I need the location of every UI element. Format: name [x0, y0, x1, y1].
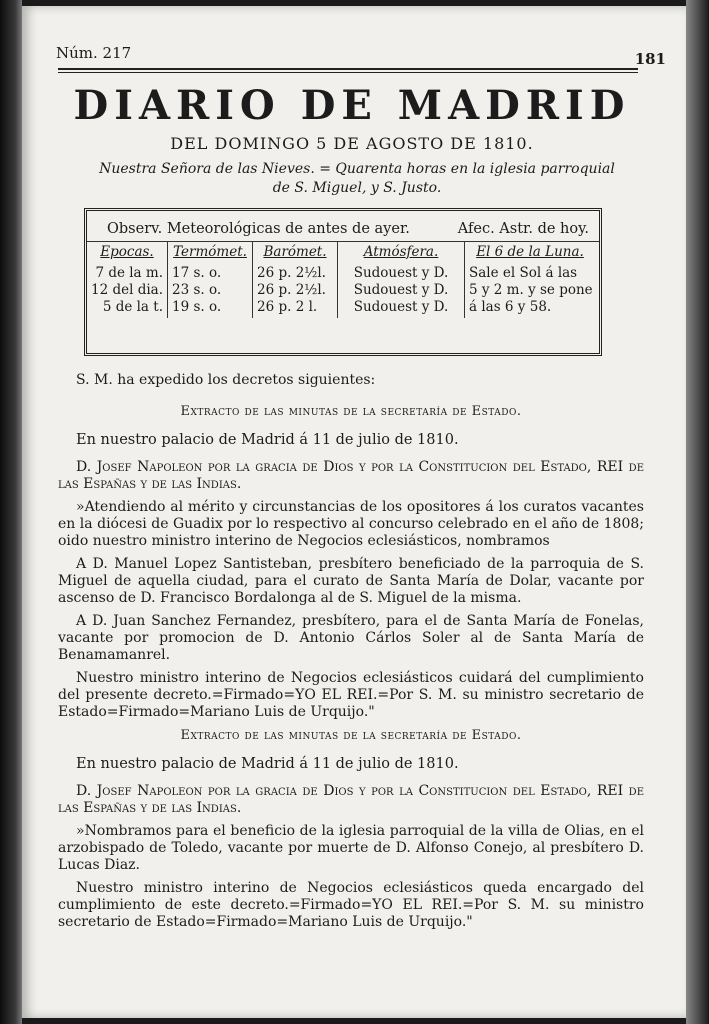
met-title-left: Observ. Meteorológicas de antes de ayer.: [107, 221, 410, 237]
section-heading: Extracto de las minutas de la secretaría de Estado.: [180, 728, 522, 743]
table-cell: 17 s. o.: [172, 265, 222, 281]
paragraph: Nuestro ministro interino de Negocios eclesiásticos cuidará del cumplimiento del presente decreto.=Firmado=YO EL REI.=Por S. M. su ministro secretario de Estado=Firmado=Mariano Luis de Urquijo.": [58, 670, 644, 720]
met-title-right: Afec. Astr. de hoy.: [457, 221, 589, 237]
section-heading: Extracto de las minutas de la secretaría de Estado.: [180, 404, 522, 419]
col-termometro: [168, 242, 253, 318]
paragraph: A D. Juan Sanchez Fernandez, presbítero, para el de Santa María de Fonelas, vacante por promocion de D. Antonio Cárlos Soler al de Santa María de Benamamanrel.: [58, 613, 644, 663]
table-cell: Sale el Sol á las: [469, 265, 578, 281]
table-cell: 7 de la m.: [95, 265, 163, 281]
meteorological-table: [84, 208, 602, 356]
saints-line-1: Nuestra Señora de las Nieves. = Quarenta horas en la iglesia parroquial: [99, 161, 615, 177]
decree-header: D. Josef Napoleon por la gracia de Dios y por la Constitucion del Estado, REI de las Españas y de las Indias.: [58, 459, 644, 492]
header-rule: [58, 68, 638, 73]
col-header: El 6 de la Luna.: [476, 244, 584, 260]
col-header: Epocas.: [100, 244, 154, 260]
paragraph: A D. Manuel Lopez Santisteban, presbítero beneficiado de la parroquia de S. Miguel de aquella ciudad, para el curato de Santa María de Dolar, vacante por ascenso de D. Francisco Bordalonga al de S. Miguel de la misma.: [58, 556, 644, 606]
paragraph: Nuestro ministro interino de Negocios eclesiásticos queda encargado del cumplimiento de este decreto.=Firmado=YO EL REI.=Por S. M. su ministro secretario de Estado=Firmado=Mariano Luis de Urquijo.": [58, 880, 644, 930]
table-cell: 19 s. o.: [172, 299, 222, 315]
table-cell: Sudouest y D.: [353, 299, 449, 315]
col-header: Atmósfera.: [363, 244, 439, 260]
issue-number: Núm. 217: [56, 44, 132, 62]
book-spine: [0, 0, 22, 1024]
saints-of-day: [77, 160, 637, 198]
paragraph: »Nombramos para el beneficio de la iglesia parroquial de la villa de Olias, en el arzobispado de Toledo, vacante por muerte de D. Alfonso Conejo, al presbítero D. Lucas Diaz.: [58, 823, 644, 873]
table-cell: Sudouest y D.: [353, 265, 449, 281]
table-cell: Sudouest y D.: [353, 282, 449, 298]
col-atmosfera: [338, 242, 465, 318]
newspaper-page: [22, 6, 686, 1018]
met-table-grid: [87, 242, 599, 318]
table-cell: 26 p. 2 l.: [257, 299, 318, 315]
table-cell: 12 del dia.: [91, 282, 164, 298]
article-body: [58, 372, 644, 937]
col-luna: [465, 242, 595, 318]
decree-date: En nuestro palacio de Madrid á 11 de julio de 1810.: [76, 432, 459, 448]
date-line: DEL DOMINGO 5 DE AGOSTO DE 1810.: [170, 134, 534, 153]
lead-line: S. M. ha expedido los decretos siguientes:: [76, 372, 376, 388]
met-table-title: [87, 211, 599, 242]
decree-header: D. Josef Napoleon por la gracia de Dios y por la Constitucion del Estado, REI de las Españas y de las Indias.: [58, 783, 644, 816]
saints-line-2: de S. Miguel, y S. Justo.: [272, 180, 442, 196]
masthead-title: DIARIO DE MADRID: [73, 82, 631, 129]
table-cell: 5 y 2 m. y se pone: [469, 282, 593, 298]
page-edge: [686, 0, 709, 1024]
col-header: Termómet.: [173, 244, 247, 260]
paragraph: »Atendiendo al mérito y circunstancias de los opositores á los curatos vacantes en la diócesi de Guadix por lo respectivo al concurso celebrado en el año de 1808; oido nuestro ministro interino de Negocios eclesiásticos, nombramos: [58, 499, 644, 549]
table-cell: 5 de la t.: [102, 299, 163, 315]
table-cell: 23 s. o.: [172, 282, 222, 298]
col-header: Barómet.: [263, 244, 327, 260]
page-number: 181: [634, 50, 666, 68]
table-cell: 26 p. 2½l.: [257, 265, 326, 281]
table-cell: 26 p. 2½l.: [257, 282, 326, 298]
decree-date: En nuestro palacio de Madrid á 11 de julio de 1810.: [76, 756, 459, 772]
table-cell: á las 6 y 58.: [469, 299, 552, 315]
col-epocas: [87, 242, 168, 318]
col-barometro: [253, 242, 338, 318]
